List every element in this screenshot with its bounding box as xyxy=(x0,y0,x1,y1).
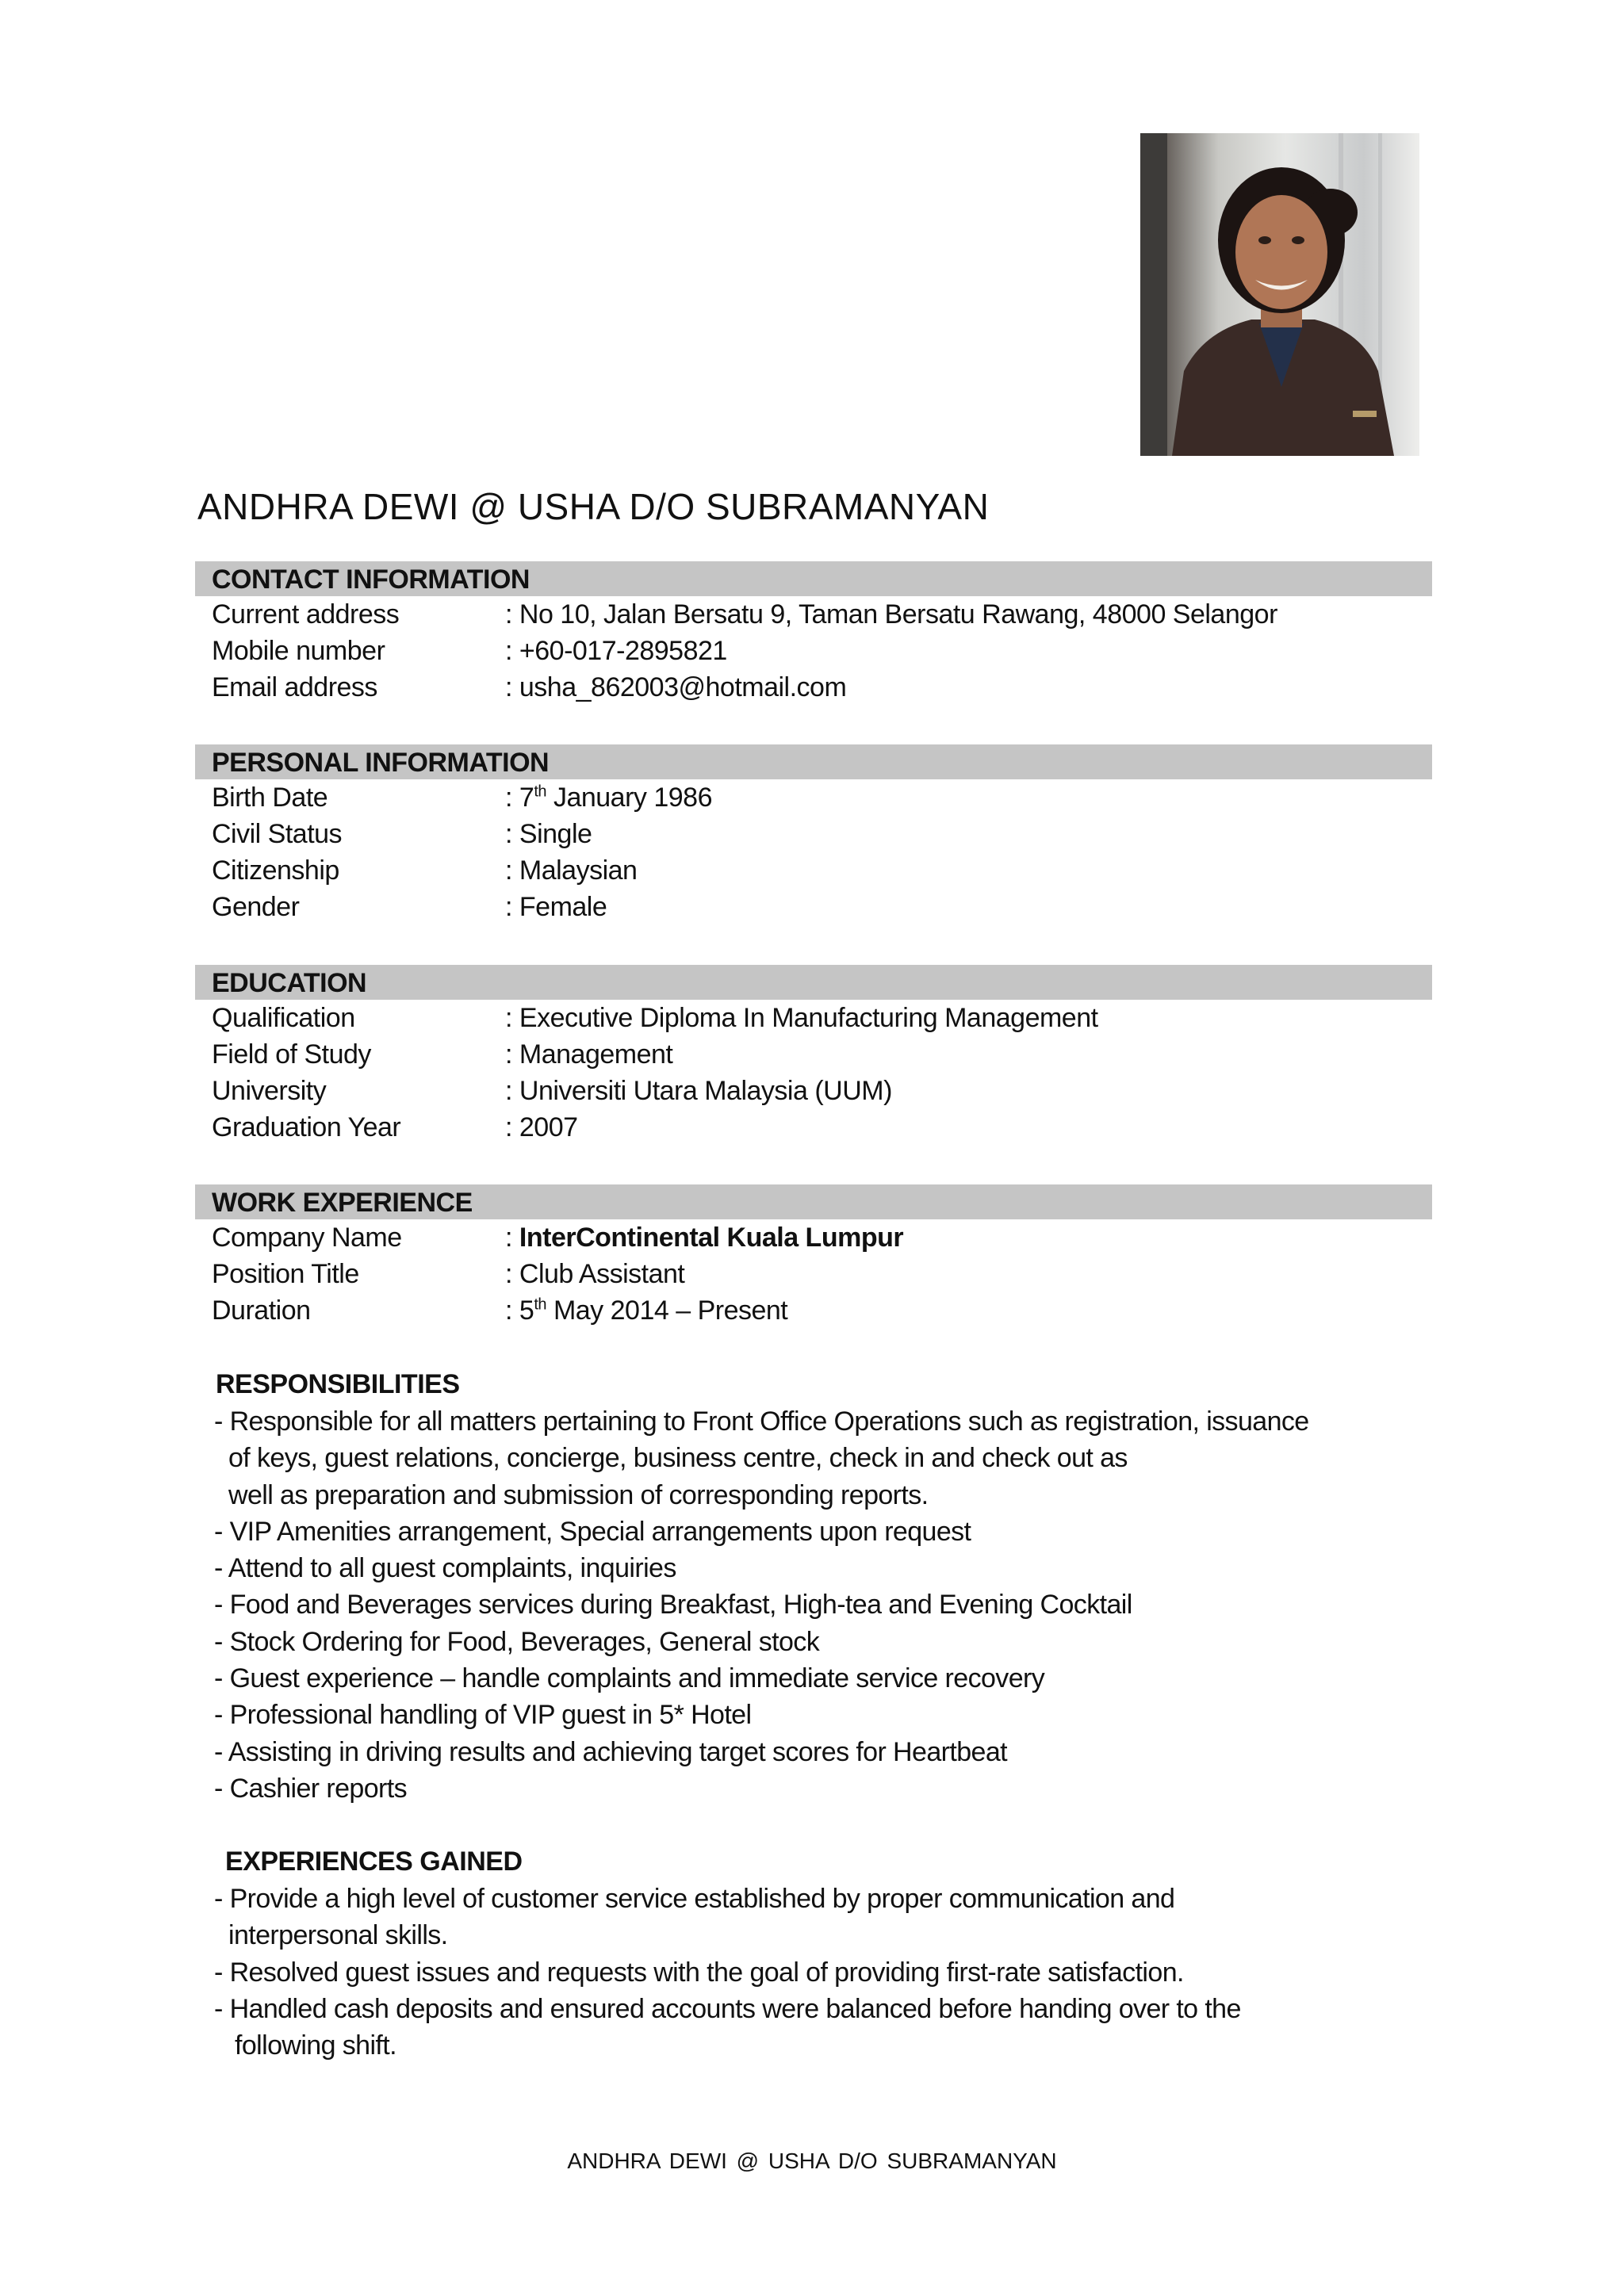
experiences-title: EXPERIENCES GAINED xyxy=(225,1846,523,1877)
university-value: : Universiti Utara Malaysia (UUM) xyxy=(505,1076,892,1106)
position-label: Position Title xyxy=(212,1259,359,1289)
email-row xyxy=(195,669,1432,706)
personal-heading: PERSONAL INFORMATION xyxy=(195,744,1432,779)
field-value: : Management xyxy=(505,1039,673,1070)
mobile-value: : +60-017-2895821 xyxy=(505,636,727,666)
candidate-name: ANDHRA DEWI @ USHA D/O SUBRAMANYAN xyxy=(197,486,990,527)
list-item: - Stock Ordering for Food, Beverages, General stock xyxy=(214,1626,820,1657)
work-heading: WORK EXPERIENCE xyxy=(195,1184,1432,1219)
graduation-label: Graduation Year xyxy=(212,1112,401,1142)
gender-value: : Female xyxy=(505,892,607,922)
mobile-label: Mobile number xyxy=(212,636,385,666)
personal-section xyxy=(195,744,1432,925)
page-footer: ANDHRA DEWI @ USHA D/O SUBRAMANYAN xyxy=(567,2149,1057,2173)
field-label: Field of Study xyxy=(212,1039,371,1070)
education-heading: EDUCATION xyxy=(195,965,1432,1000)
birth-row xyxy=(195,779,1432,816)
birth-day-suffix: th xyxy=(534,783,546,801)
address-label: Current address xyxy=(212,599,400,629)
duration-label: Duration xyxy=(212,1295,311,1326)
list-item: following shift. xyxy=(235,2030,396,2061)
list-item: - Guest experience – handle complaints and immediate service recovery xyxy=(214,1663,1045,1694)
birth-month-year: January 1986 xyxy=(546,783,712,813)
list-item: - Resolved guest issues and requests with the goal of providing first-rate satisfaction. xyxy=(214,1957,1184,1988)
birth-day: : 7 xyxy=(505,783,534,813)
email-value: : usha_862003@hotmail.com xyxy=(505,672,847,702)
field-row xyxy=(195,1036,1432,1073)
company-value: InterContinental Kuala Lumpur xyxy=(519,1223,904,1253)
citizenship-row xyxy=(195,852,1432,889)
list-item: well as preparation and submission of corresponding reports. xyxy=(228,1479,929,1510)
contact-heading: CONTACT INFORMATION xyxy=(195,561,1432,596)
gender-row xyxy=(195,889,1432,925)
list-item: - Provide a high level of customer service established by proper communication and xyxy=(214,1884,1175,1914)
contact-section xyxy=(195,561,1432,706)
company-row xyxy=(195,1219,1432,1256)
qualification-value: : Executive Diploma In Manufacturing Management xyxy=(505,1003,1098,1033)
duration-rest: May 2014 – Present xyxy=(546,1295,788,1326)
position-value: : Club Assistant xyxy=(505,1259,685,1289)
company-colon: : xyxy=(505,1223,519,1253)
list-item: - Cashier reports xyxy=(214,1773,407,1804)
duration-day: : 5 xyxy=(505,1295,534,1326)
civil-row xyxy=(195,816,1432,852)
list-item: of keys, guest relations, concierge, business centre, check in and check out as xyxy=(228,1443,1128,1474)
university-row xyxy=(195,1073,1432,1109)
list-item: - Food and Beverages services during Breakfast, High-tea and Evening Cocktail xyxy=(214,1590,1132,1621)
duration-day-suffix: th xyxy=(534,1295,546,1314)
responsibilities-list xyxy=(214,1403,1451,1807)
email-label: Email address xyxy=(212,672,377,702)
address-row xyxy=(195,596,1432,633)
position-row xyxy=(195,1256,1432,1292)
list-item: - Handled cash deposits and ensured accounts were balanced before handing over to the xyxy=(214,1993,1241,2024)
birth-value xyxy=(505,779,712,816)
list-item: - Assisting in driving results and achieving target scores for Heartbeat xyxy=(214,1736,1007,1767)
experiences-list xyxy=(214,1881,1451,2064)
address-value: : No 10, Jalan Bersatu 9, Taman Bersatu Rawang, 48000 Selangor xyxy=(505,599,1277,629)
profile-photo xyxy=(1140,133,1419,456)
citizenship-label: Citizenship xyxy=(212,855,339,886)
civil-value: : Single xyxy=(505,819,592,849)
qualification-label: Qualification xyxy=(212,1003,355,1033)
duration-row xyxy=(195,1292,1432,1329)
birth-label: Birth Date xyxy=(212,783,328,813)
civil-label: Civil Status xyxy=(212,819,343,849)
list-item: - VIP Amenities arrangement, Special arrangements upon request xyxy=(214,1516,971,1547)
university-label: University xyxy=(212,1076,327,1106)
graduation-row xyxy=(195,1109,1432,1146)
gender-label: Gender xyxy=(212,892,300,922)
graduation-value: : 2007 xyxy=(505,1112,578,1142)
duration-value xyxy=(505,1292,787,1329)
work-section xyxy=(195,1184,1432,1329)
responsibilities-title: RESPONSIBILITIES xyxy=(216,1369,460,1399)
company-label: Company Name xyxy=(212,1223,402,1253)
company-value-wrap xyxy=(505,1219,903,1256)
list-item: - Attend to all guest complaints, inquiries xyxy=(214,1553,676,1584)
mobile-row xyxy=(195,633,1432,669)
list-item: interpersonal skills. xyxy=(228,1920,448,1951)
citizenship-value: : Malaysian xyxy=(505,855,638,886)
qualification-row xyxy=(195,1000,1432,1036)
education-section xyxy=(195,965,1432,1146)
list-item: - Professional handling of VIP guest in 5* Hotel xyxy=(214,1700,752,1731)
list-item: - Responsible for all matters pertaining to Front Office Operations such as registration, issuance xyxy=(214,1406,1309,1437)
